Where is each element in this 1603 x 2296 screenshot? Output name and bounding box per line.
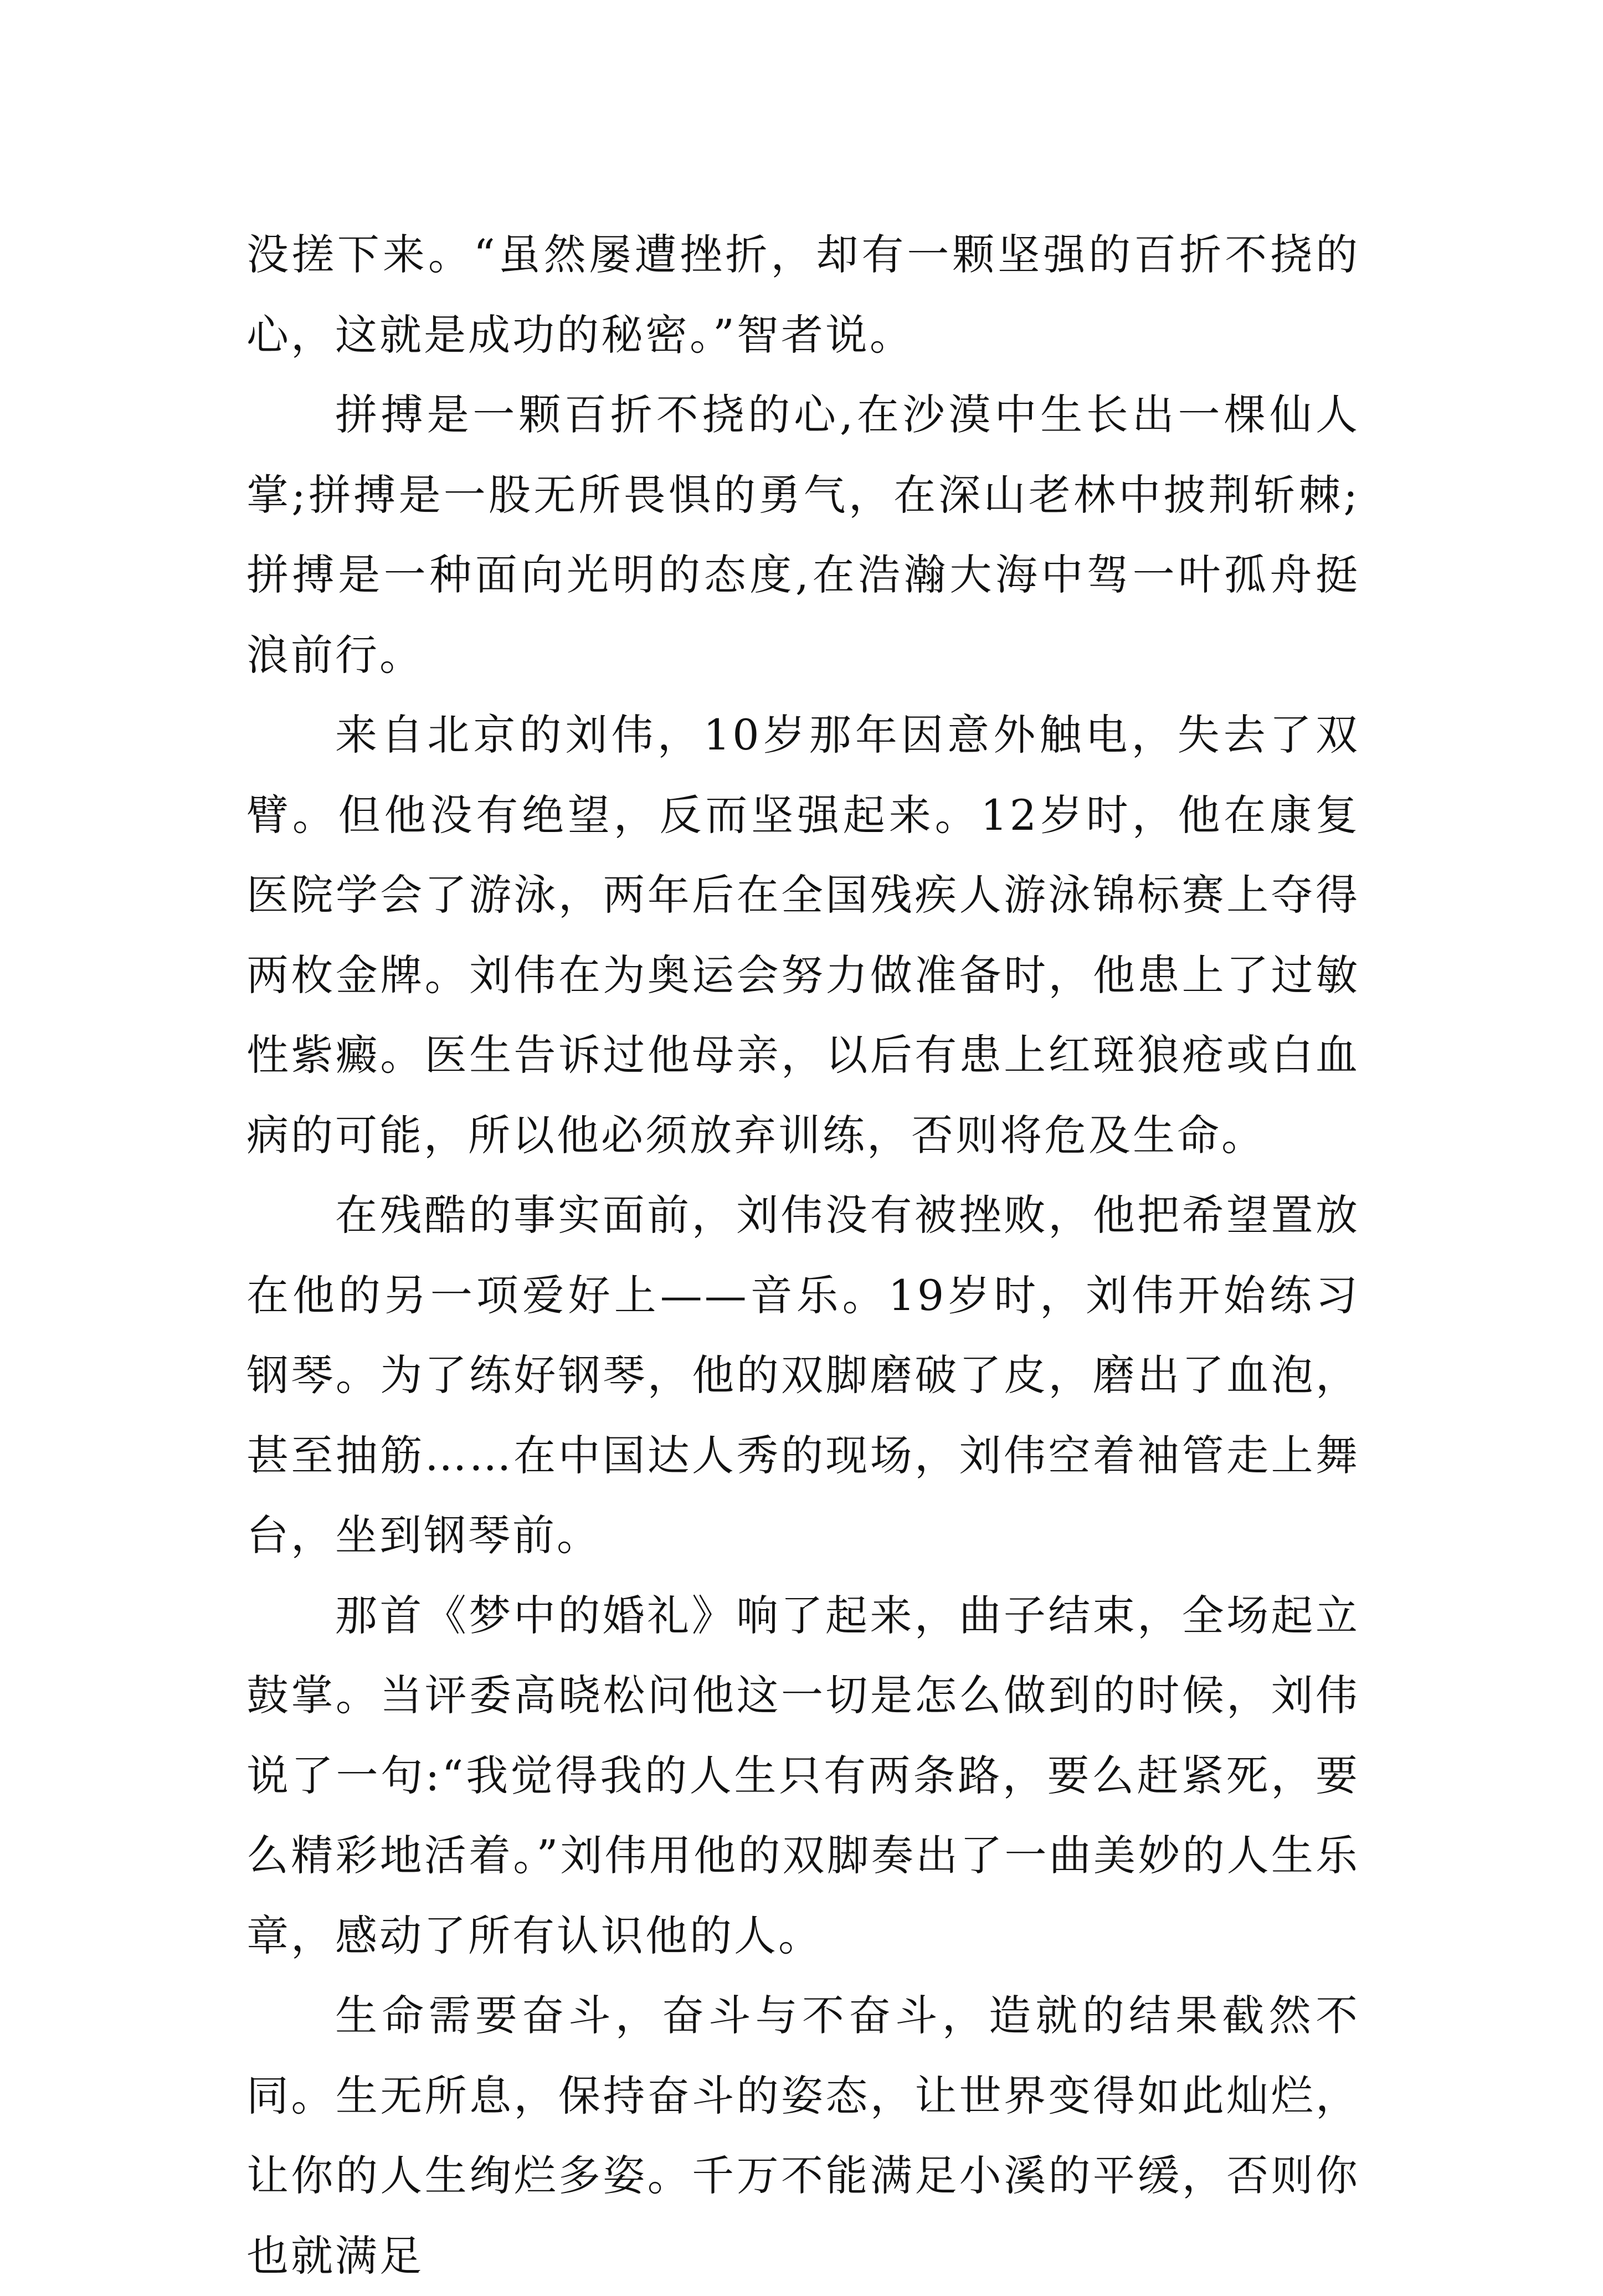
paragraph-1: 没搓下来。“虽然屡遭挫折，却有一颗坚强的百折不挠的心，这就是成功的秘密。”智者说。: [246, 230, 1360, 359]
paragraph-6: 生命需要奋斗，奋斗与不奋斗，造就的结果截然不同。生无所息，保持奋斗的姿态，让世界变得如此灿烂，让你的人生绚烂多姿。千万不能满足小溪的平缓，否则你也就满足: [246, 1991, 1360, 2280]
paragraph-4: 在残酷的事实面前，刘伟没有被挫败，他把希望置放在他的另一项爱好上——音乐。19岁时，刘伟开始练习钢琴。为了练好钢琴，他的双脚磨破了皮，磨出了血泡，甚至抽筋……在中国达人秀的现场，刘伟空着袖管走上舞台，坐到钢琴前。: [246, 1190, 1360, 1560]
paragraph-2: 拼搏是一颗百折不挠的心,在沙漠中生长出一棵仙人掌;拼搏是一股无所畏惧的勇气，在深山老林中披荆斩棘;拼搏是一种面向光明的态度,在浩瀚大海中驾一叶孤舟挺浪前行。: [246, 390, 1360, 680]
paragraph-5: 那首《梦中的婚礼》响了起来，曲子结束，全场起立鼓掌。当评委高晓松问他这一切是怎么做到的时候，刘伟说了一句:“我觉得我的人生只有两条路，要么赶紧死，要么精彩地活着。”刘伟用他的双脚奏出了一曲美妙的人生乐章，感动了所有认识他的人。: [246, 1590, 1360, 1960]
paragraph-3: 来自北京的刘伟，10岁那年因意外触电，失去了双臂。但他没有绝望，反而坚强起来。12岁时，他在康复医院学会了游泳，两年后在全国残疾人游泳锦标赛上夺得两枚金牌。刘伟在为奥运会努力做准备时，他患上了过敏性紫癜。医生告诉过他母亲，以后有患上红斑狼疮或白血病的可能，所以他必须放弃训练，否则将危及生命。: [246, 710, 1360, 1160]
document-body: [246, 215, 1360, 2296]
